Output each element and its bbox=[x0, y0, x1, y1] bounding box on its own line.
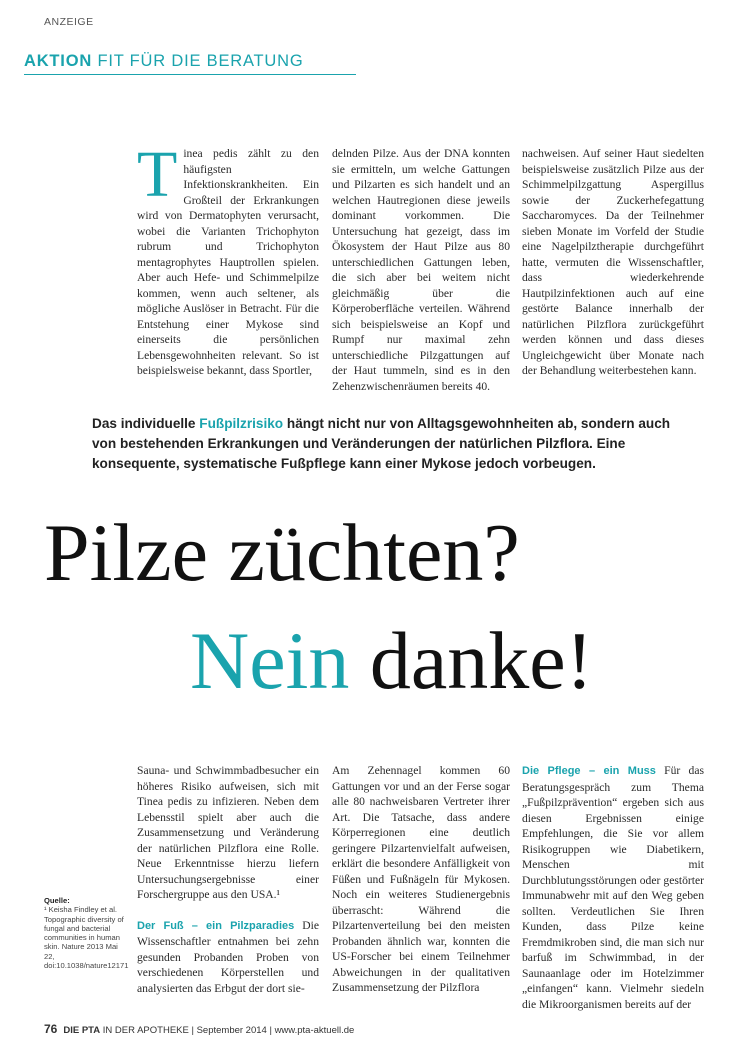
teaser-after: hängt nicht nur von Alltagsgewohnheiten ab, sondern auch von bestehenden Erkrankungen und Veränderungen der natürlichen Pilzflora. Eine konsequente, systematische Fußpflege kann einer Mykose jedoch vorbeugen. bbox=[92, 416, 671, 471]
rubric-accent: AKTION bbox=[24, 52, 93, 70]
drop-cap: T bbox=[137, 138, 178, 211]
headline-teal-word: Nein bbox=[190, 615, 350, 706]
header-rule bbox=[24, 74, 356, 75]
teaser-before: Das individuelle bbox=[92, 416, 200, 431]
intro-column-1 bbox=[137, 138, 319, 378]
headline-line-1: Pilze züchten? bbox=[44, 507, 520, 598]
page-footer bbox=[44, 1022, 354, 1036]
intro-column-1-text: inea pedis zählt zu den häufigsten Infektionskrankheiten. Ein Großteil der Erkrankungen wird von Dermatophyten verursacht, wobei die Varianten Trichophyton rubrum und Trichophyton mentagrophytes Hauptrollen spielen. Aber auch Hefe- und Schimmelpilze kommen, wenn auch seltener, als mögliche Auslöser in Betracht. Für die Entstehung einer Mykose sind einerseits die persönlichen Lebensgewohnheiten relevant. So ist beispielsweise bekannt, dass Sportler, bbox=[137, 147, 319, 377]
intro-column-3-text: nachweisen. Auf seiner Haut siedelten beispielsweise zusätzlich Pilze aus der Schimmelpilzgattung Aspergillus sowie der Zuckerhefegattung Saccharomyces. Da der Teilnehmer sieben Monate im Vorfeld der Studie eine Nagelpilztherapie durchgeführt hatte, vermuten die Wissenschaftler, dass wiederkehrende Hautpilzinfektionen auch auf eine gestörte Balance innerhalb der natürlichen Pilzflora zurückgeführt werden können und dass dieses Ungleichgewicht über Monate nach der Behandlung weiterbestehen kann. bbox=[522, 147, 704, 377]
rubric-header bbox=[24, 52, 304, 71]
teaser-text bbox=[92, 414, 672, 474]
headline-line-2 bbox=[190, 616, 593, 706]
subheading-pilzparadies: Der Fuß – ein Pilzparadies bbox=[137, 919, 295, 932]
body-column-3 bbox=[522, 763, 704, 1021]
teaser-highlight: Fußpilzrisiko bbox=[199, 416, 284, 431]
magazine-brand: DIE PTA bbox=[63, 1025, 101, 1036]
source-note bbox=[44, 896, 129, 971]
source-text: ¹ Keisha Findley et al. Topographic diversity of fungal and bacterial communities in human skin. Nature 2013 Mai 22, doi:10.1038/nature12171 bbox=[44, 905, 129, 971]
subheading-pflege: Die Pflege – ein Muss bbox=[522, 765, 656, 777]
body-column-3-text: Für das Beratungsgespräch zum Thema „Fußpilzprävention“ ergeben sich aus diesen Ergebnissen einige Empfehlungen, die Sie vor allem Risikogruppen wie Diabetikern, Menschen mit Durchblutungsstörungen oder gestörter Immunabwehr mit auf den Weg geben sollten. Verdeutlichen Sie Ihren Kunden, dass Pilze keine Fremdmikroben sind, die man sich nur barfuß im Schwimmbad, in der Saunaanlage oder im Hotelzimmer „einfangen“ kann. Vielmehr siedeln die Mikroorganismen bereits auf der bbox=[522, 764, 704, 1011]
intro-column-3 bbox=[522, 146, 704, 378]
body-column-1 bbox=[137, 763, 319, 1021]
body-column-1-text: Sauna- und Schwimmbadbesucher ein höheres Risiko aufweisen, sich mit Tinea pedis zu infizieren. Neben dem Lebensstil spielt aber auch die Zusammensetzung und Veränderung der natürlichen Pilzflora eine Rolle. Neue Erkenntnisse hierzu liefern Untersuchungsergebnisse einer Forschergruppe aus den USA.¹ bbox=[137, 764, 319, 901]
source-label: Quelle: bbox=[44, 896, 70, 905]
intro-column-2 bbox=[332, 146, 510, 393]
paragraph-gap bbox=[137, 903, 319, 918]
body-column-2 bbox=[332, 763, 510, 1021]
headline-rest: danke! bbox=[349, 615, 594, 706]
intro-column-2-text: delnden Pilze. Aus der DNA konnten sie ermitteln, um welche Gattungen und Pilzarten es sich handelt und an welchen Hautregionen diese jeweils dominant vorkommen. Die Untersuchung hat gezeigt, dass im Ökosystem der Haut Pilze aus 80 unterschiedlichen Gattungen leben, die sich aber bei weitem nicht gleichmäßig über die Körperoberfläche verteilen. Während sich beispielsweise an Kopf und Rumpf nur maximal zehn unterschiedliche Pilzgattungen auf der Haut tummeln, sind es in den Zehenzwischenräumen bereits 40. bbox=[332, 147, 510, 393]
body-column-1-text-2: Die Wissenschaftler entnahmen bei zehn gesunden Probanden Proben von verschiedenen Körperstellen und analysierten das Erbgut der dort sie- bbox=[137, 918, 320, 995]
footer-info: IN DER APOTHEKE | September 2014 | www.pta-aktuell.de bbox=[100, 1025, 355, 1036]
rubric-title: FIT FÜR DIE BERATUNG bbox=[97, 52, 304, 70]
advertisement-label: ANZEIGE bbox=[44, 16, 94, 28]
body-column-2-text: Am Zehennagel kommen 60 Gattungen vor und an der Ferse sogar alle 80 nachweisbaren Vertreter ihrer Art. Die Tatsache, dass andere Körperregionen eine deutlich geringere Pilzartenvielfalt aufweisen, erklärt die besondere Anfälligkeit von Füßen und Fußnägeln für Mykosen. Noch ein weiteres Studienergebnis überrascht: Während die Pilzartenverteilung bei den meisten Probanden ähnlich war, konnten die US-Forscher bei einem Teilnehmer Abweichungen in der qualitativen Zusammensetzung der Pilzflora bbox=[332, 764, 510, 994]
page-number: 76 bbox=[44, 1022, 58, 1036]
